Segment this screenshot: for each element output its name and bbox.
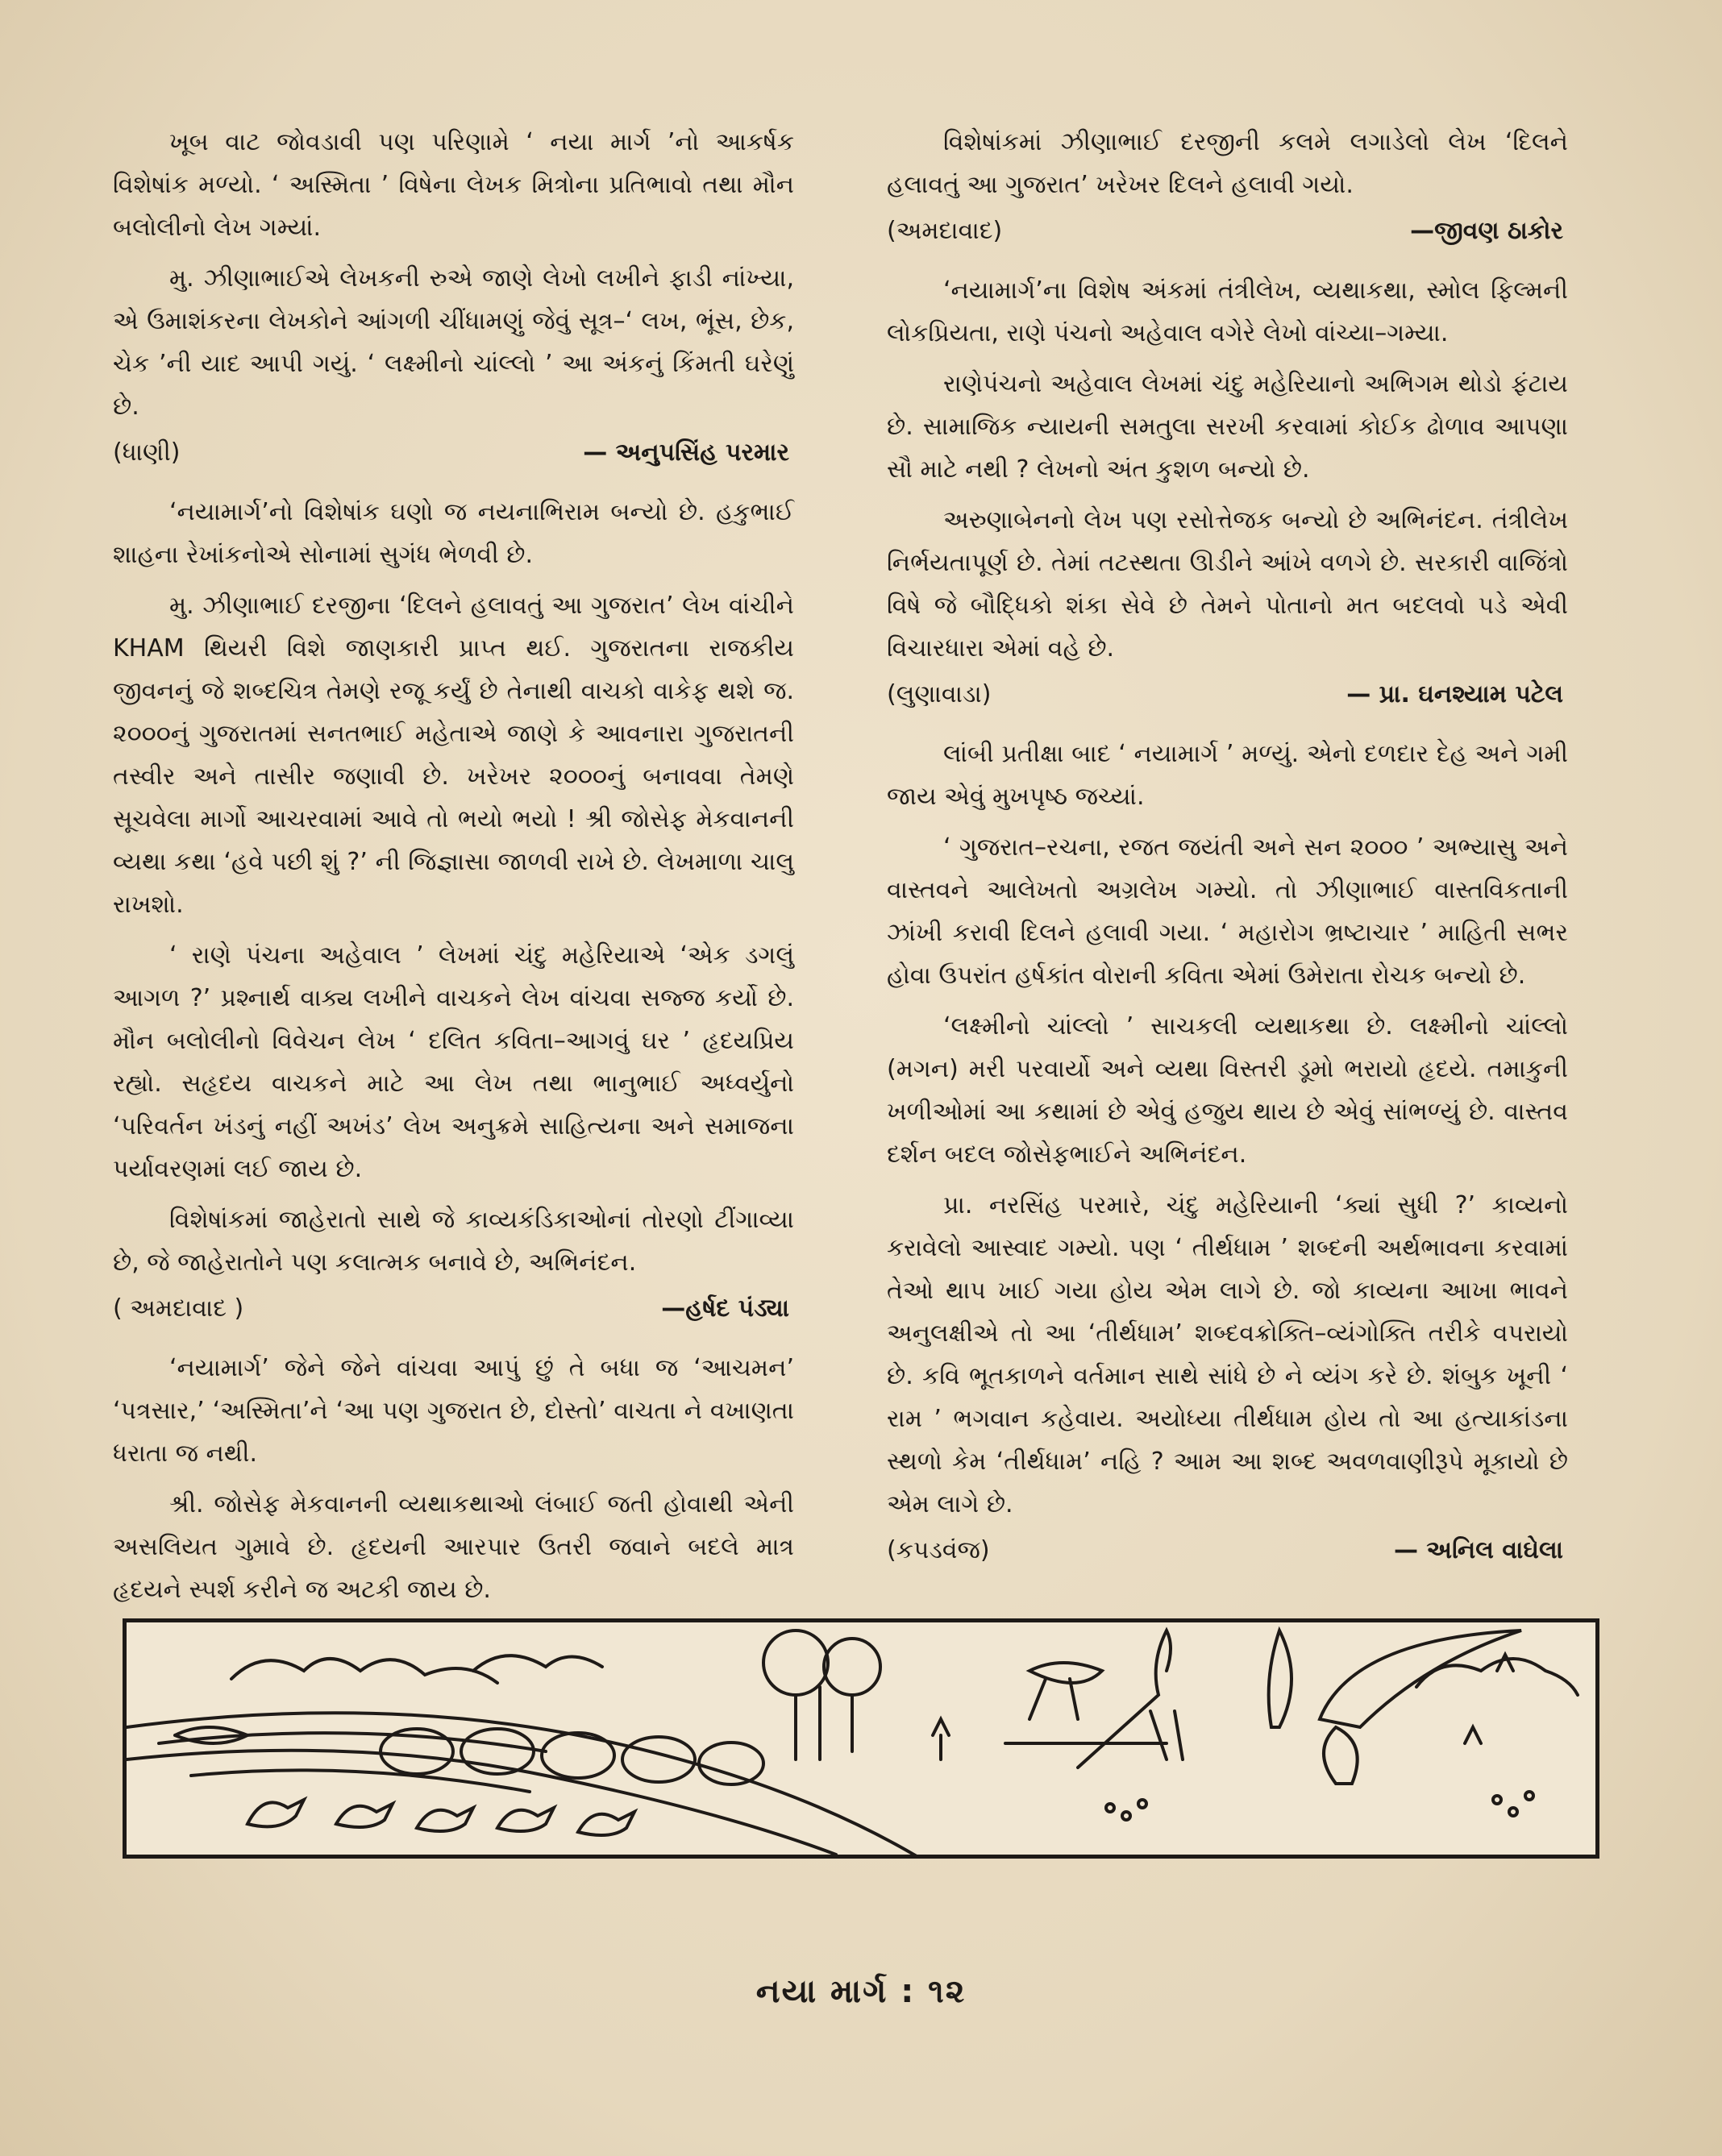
- reader-letter: [887, 121, 1568, 251]
- folk-art-illustration: [127, 1622, 1595, 1855]
- letter-paragraph: વિશેષાંકમાં જાહેરાતો સાથે જે કાવ્યકંડિકાઓનાં તોરણો ટીંગાવ્યા છે, જે જાહેરાતોને પણ કલાત્મક બનાવે છે, અભિનંદન.: [113, 1206, 794, 1277]
- left-column: [113, 121, 794, 1629]
- letter-place: (અમદાવાદ): [887, 217, 1003, 245]
- letter-author: —હર્ષદ પંડ્યા: [661, 1294, 789, 1323]
- letter-place: ( અમદાવાદ ): [113, 1294, 244, 1323]
- letter-paragraph: મુ. ઝીણાભાઈ દરજીના ‘દિલને હલાવતું આ ગુજરાત’ લેખ વાંચીને KHAM થિયરી વિશે જાણકારી પ્રાપ્ત થઈ. ગુજરાતના રાજકીય જીવનનું જે શબ્દચિત્ર તેમણે રજૂ કર્યું છે તેનાથી વાચકો વાકેફ થશે જ. ૨૦૦૦નું ગુજરાતમાં સનતભાઈ મહેતાએ જાણે કે આવનારા ગુજરાતની તસ્વીર અને તાસીર જણાવી છે. ખરેખર ૨૦૦૦નું બનાવવા તેમણે સૂચવેલા માર્ગો આચરવામાં આવે તો ભયો ભયો ! શ્રી જોસેફ મેકવાનની વ્યથા કથા ‘હવે પછી શું ?’ ની જિજ્ઞાસા જાળવી રાખે છે. લેખમાળા ચાલુ રાખશો.: [113, 592, 794, 919]
- letter-paragraph: અરુણાબેનનો લેખ પણ રસોત્તેજક બન્યો છે અભિનંદન. તંત્રીલેખ નિર્ભયતાપૂર્ણ છે. તેમાં તટસ્થતા ઊડીને આંખે વળગે છે. સરકારી વાજિંત્રો વિષે જે બૌદ્ધિકો શંકા સેવે છે તેમને પોતાનો મત બદલવો પડે એવી વિચારધારા એમાં વહે છે.: [887, 506, 1568, 663]
- birds: [247, 1800, 634, 1835]
- letter-paragraph: લાંબી પ્રતીક્ષા બાદ ‘ નયામાર્ગ ’ મળ્યું. એનો દળદાર દેહ અને ગમી જાય એવું મુખપૃષ્ઠ જચ્યાં.: [887, 740, 1568, 811]
- reader-letter: [113, 491, 794, 1329]
- letter-author: — અનુપસિંહ પરમાર: [583, 438, 789, 467]
- page-footer: નયા માર્ગ : ૧૨: [755, 1973, 967, 2010]
- letter-signature: [113, 433, 794, 473]
- reader-letter: [113, 121, 794, 473]
- trees: [763, 1631, 880, 1759]
- reader-letter: [887, 269, 1568, 715]
- letter-signature: [113, 1289, 794, 1329]
- letter-signature: [887, 1531, 1568, 1571]
- letter-paragraph: મુ. ઝીણાભાઈએ લેખકની રુએ જાણે લેખો લખીને ફાડી નાંખ્યા, એ ઉમાશંકરના લેખકોને આંગળી ચીંધામણું જેવું સૂત્ર–‘ લખ, ભૂંસ, છેક, ચેક ’ની યાદ આપી ગયું. ‘ લક્ષ્મીનો ચાંલ્લો ’ આ અંકનું કિંમતી ઘરેણું છે.: [113, 264, 794, 421]
- letter-place: (ધાણી): [113, 438, 181, 467]
- letter-signature: [887, 211, 1568, 251]
- peacocks: [1005, 1631, 1521, 1784]
- letter-paragraph: ‘લક્ષ્મીનો ચાંલ્લો ’ સાચકલી વ્યથાકથા છે. લક્ષ્મીનો ચાંલ્લો (મગન) મરી પરવાર્યો અને વ્યથા વિસ્તરી ડૂમો ભરાયો હૃદયે. તમાકુની ખળીઓમાં આ કથામાં છે એવું હજુય થાય છે એવું સાંભળ્યું છે. વાસ્તવ દર્શન બદલ જોસેફભાઈને અભિનંદન.: [887, 1012, 1568, 1169]
- letter-paragraph: શ્રી. જોસેફ મેકવાનની વ્યથાકથાઓ લંબાઈ જતી હોવાથી એની અસલિયત ગુમાવે છે. હૃદયની આરપાર ઉતરી જવાને બદલે માત્ર હૃદયને સ્પર્શ કરીને જ અટકી જાય છે.: [113, 1490, 794, 1604]
- letter-paragraph: ‘નયામાર્ગ’ જેને જેને વાંચવા આપું છું તે બધા જ ‘આચમન’ ‘પત્રસાર,’ ‘અસ્મિતા’ને ‘આ પણ ગુજરાત છે, દોસ્તો’ વાચતા ને વખાણતા ધરાતા જ નથી.: [113, 1354, 794, 1468]
- plants-and-dots: [933, 1655, 1533, 1820]
- letter-paragraph: વિશેષાંકમાં ઝીણાભાઈ દરજીની કલમે લગાડેલો લેખ ‘દિલને હલાવતું આ ગુજરાત’ ખરેખર દિલને હલાવી ગયો.: [887, 128, 1568, 199]
- letter-paragraph: ‘નયામાર્ગ’ના વિશેષ અંકમાં તંત્રીલેખ, વ્યથાકથા, સ્મોલ ફિલ્મની લોકપ્રિયતા, રાણે પંચનો અહેવાલ વગેરે લેખો વાંચ્યા–ગમ્યા.: [887, 276, 1568, 347]
- reader-letter: [887, 733, 1568, 1571]
- right-column: [887, 121, 1568, 1589]
- reader-letter: [113, 1347, 794, 1611]
- letter-paragraph: ‘ ગુજરાત–રચના, રજત જયંતી અને સન ૨૦૦૦ ’ અભ્યાસુ અને વાસ્તવને આલેખતો અગ્રલેખ ગમ્યો. તો ઝીણાભાઈ વાસ્તવિકતાની ઝાંખી કરાવી દિલને હલાવી ગયા. ‘ મહારોગ ભ્રષ્ટાચાર ’ માહિતી સભર હોવા ઉપરાંત હર્ષકાંત વોરાની કવિતા એમાં ઉમેરાતા રોચક બન્યો છે.: [887, 833, 1568, 990]
- letter-signature: [887, 675, 1568, 715]
- letter-author: —જીવણ ઠાકોર: [1410, 217, 1563, 245]
- letter-paragraph: ‘ રાણે પંચના અહેવાલ ’ લેખમાં ચંદુ મહેરિયાએ ‘એક ડગલું આગળ ?’ પ્રશ્નાર્થ વાક્ય લખીને વાચકને લેખ વાંચવા સજ્જ કર્યો છે. મૌન બલોલીનો વિવેચન લેખ ‘ દલિત કવિતા–આગવું ઘર ’ હૃદયપ્રિય રહ્યો. સહૃદય વાચકને માટે આ લેખ તથા ભાનુભાઈ અધ્વર્યુનો ‘પરિવર્તન ખંડનું નહીં અખંડ’ લેખ અનુક્રમે સાહિત્યના અને સમાજના પર્યાવરણમાં લઈ જાય છે.: [113, 941, 794, 1183]
- letter-paragraph: રાણેપંચનો અહેવાલ લેખમાં ચંદુ મહેરિયાનો અભિગમ થોડો ફંટાય છે. સામાજિક ન્યાયની સમતુલા સરખી કરવામાં કોઈક ઢોળાવ આપણા સૌ માટે નથી ? લેખનો અંત કુશળ બન્યો છે.: [887, 370, 1568, 484]
- letter-paragraph: ‘નયામાર્ગ’નો વિશેષાંક ઘણો જ નયનાભિરામ બન્યો છે. હકુભાઈ શાહના રેખાંકનોએ સોનામાં સુગંધ ભેળવી છે.: [113, 498, 794, 569]
- letter-paragraph: પ્રા. નરસિંહ પરમારે, ચંદુ મહેરિયાની ‘ક્યાં સુધી ?’ કાવ્યનો કરાવેલો આસ્વાદ ગમ્યો. પણ ‘ તીર્થધામ ’ શબ્દની અર્થભાવના કરવામાં તેઓ થાપ ખાઈ ગયા હોય એમ લાગે છે. જો કાવ્યના આખા ભાવને અનુલક્ષીએ તો આ ‘તીર્થધામ’ શબ્દવક્રોક્તિ–વ્યંગોક્તિ તરીકે વપરાયો છે. કવિ ભૂતકાળને વર્તમાન સાથે સાંધે છે ને વ્યંગ કરે છે. શંબુક ખૂની ‘ રામ ’ ભગવાન કહેવાય. અયોધ્યા તીર્થધામ હોય તો આ હત્યાકાંડના સ્થળો કેમ ‘તીર્થધામ’ નહિ ? આમ આ શબ્દ અવળવાણીરૂપે મૂકાયો છે એમ લાગે છે.: [887, 1191, 1568, 1518]
- letter-paragraph: ખૂબ વાટ જોવડાવી પણ પરિણામે ‘ નયા માર્ગ ’નો આકર્ષક વિશેષાંક મળ્યો. ‘ અસ્મિતા ’ વિષેના લેખક મિત્રોના પ્રતિભાવો તથા મૌન બલોલીનો લેખ ગમ્યાં.: [113, 128, 794, 242]
- decorative-line-drawing: [123, 1618, 1599, 1859]
- letter-author: — અનિલ વાઘેલા: [1393, 1536, 1563, 1564]
- letter-place: (કપડવંજ): [887, 1536, 990, 1564]
- letter-place: (લુણાવાડા): [887, 680, 992, 708]
- letter-author: — પ્રા. ઘનશ્યામ પટેલ: [1346, 680, 1563, 708]
